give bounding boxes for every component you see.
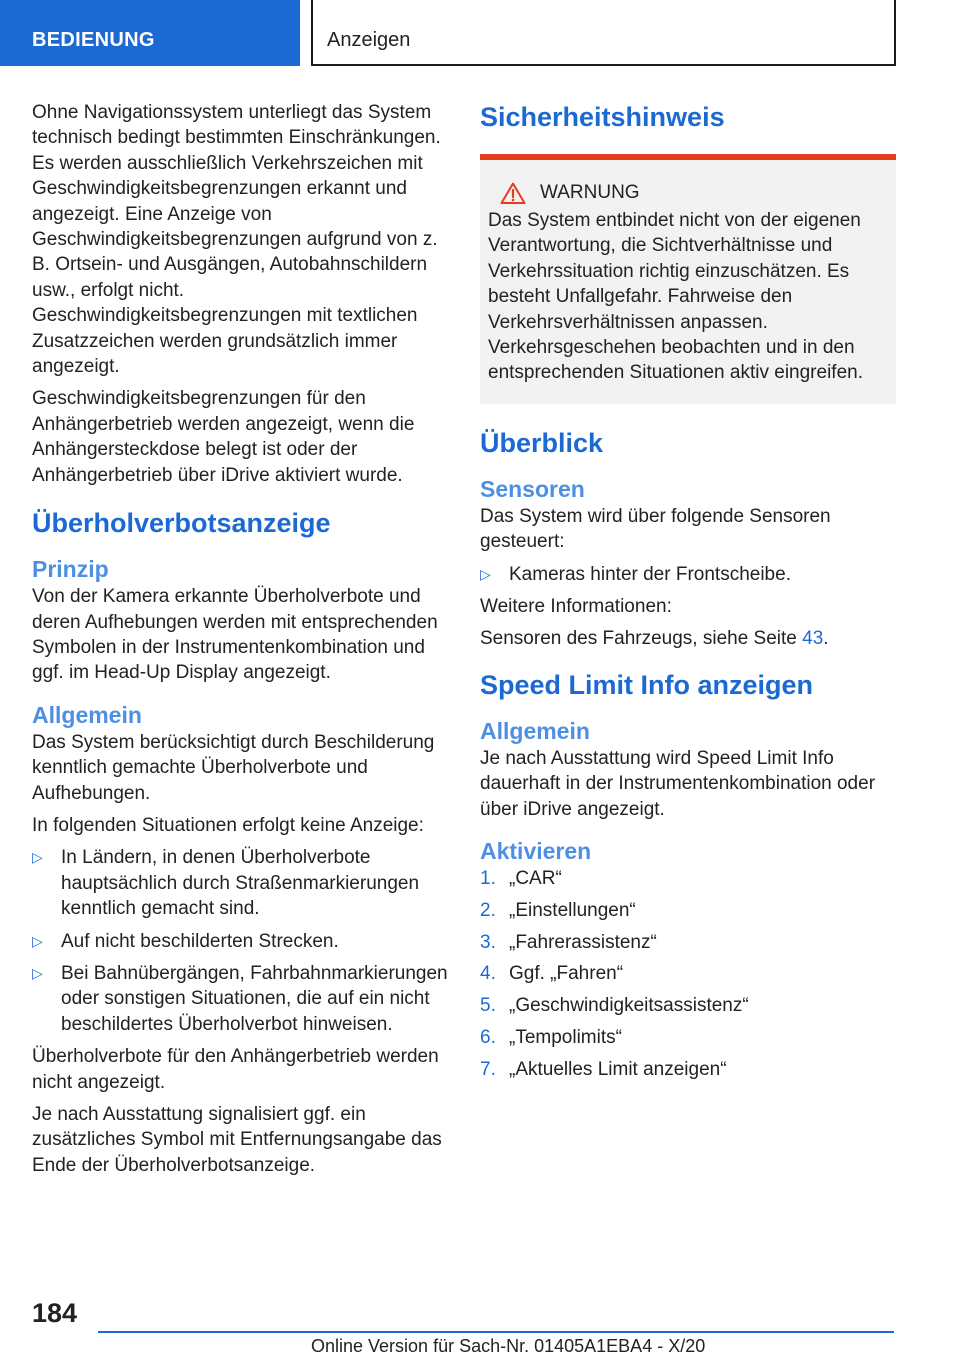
paragraph: Sensoren des Fahrzeugs, siehe Seite 43. <box>480 628 829 650</box>
warning-header <box>488 182 888 204</box>
list-item: ▷ In Ländern, in denen Überholverbote hauptsächlich durch Straßenmarkierungen kenntlich gemacht sind. <box>32 847 420 920</box>
paragraph: Das System wird über folgende Sensoren gesteuert: <box>480 505 831 553</box>
heading-safety: Sicherheitshinweis <box>480 102 725 132</box>
paragraph: Das System berücksichtigt durch Beschilderung kenntlich gemachte Überholverbote und Aufhebungen. <box>32 731 435 804</box>
left-column <box>32 100 450 1185</box>
heading-overtake: Überholverbotsanzeige <box>32 508 331 539</box>
page-number: 184 <box>32 1298 78 1328</box>
paragraph: Geschwindigkeitsbegrenzungen für den Anhängerbetrieb werden angezeigt, wenn die Anhängersteckdose belegt ist oder der Anhängerbetrieb über iDrive aktiviert wurde. <box>32 388 415 486</box>
paragraph: Weitere Informationen: <box>480 596 672 618</box>
section-title: Anzeigen <box>311 0 896 66</box>
triangle-bullet-icon: ▷ <box>32 932 43 949</box>
subheading-activate: Aktivieren <box>480 838 592 865</box>
sensor-list <box>480 562 896 587</box>
footer-divider <box>98 1331 894 1333</box>
list-item: ▷ Auf nicht beschilderten Strecken. <box>32 929 450 954</box>
step-item: 4. Ggf. „Fahren“ <box>480 963 624 985</box>
warning-text: Das System entbindet nicht von der eigenen Verantwortung, die Sichtverhältnisse und Verkehrssituation richtig einzuschätzen. Es besteht Unfallgefahr. Fahrweise den Verkehrsverhältnissen anpassen. Verkehrsgeschehen beobachten und in den entsprechenden Situationen aktiv eingreifen. <box>488 210 863 384</box>
page-link[interactable]: 43 <box>802 628 824 650</box>
paragraph: Überholverbote für den Anhängerbetrieb werden nicht angezeigt. <box>32 1046 439 1093</box>
subheading-allgemein: Allgemein <box>480 717 590 744</box>
list-item: ▷ Kameras hinter der Frontscheibe. <box>480 562 896 587</box>
warning-title: WARNUNG <box>540 182 640 203</box>
right-column <box>480 100 896 1089</box>
step-item: 1. „CAR“ <box>480 868 562 890</box>
step-item: 5. „Geschwindigkeitsassistenz“ <box>480 995 749 1017</box>
list-item: ▷ Bei Bahnübergängen, Fahrbahnmarkierungen oder sonstigen Situationen, die auf ein nicht beschildertes Überholverbot hinweisen. <box>32 962 448 1035</box>
heading-speed-limit: Speed Limit Info anzeigen <box>480 669 814 700</box>
paragraph: Je nach Ausstattung signalisiert ggf. ein zusätzliches Symbol mit Entfernungsangabe das Ende der Überholverbotsanzeige. <box>32 1104 442 1176</box>
step-item: 3. „Fahrerassistenz“ <box>480 931 657 953</box>
subheading-allgemein: Allgemein <box>32 701 142 728</box>
warning-triangle-icon <box>500 182 526 204</box>
step-item: 7. „Aktuelles Limit anzeigen“ <box>480 1058 727 1080</box>
subheading-prinzip: Prinzip <box>32 556 109 583</box>
paragraph: Je nach Ausstattung wird Speed Limit Info dauerhaft in der Instrumentenkombination oder über iDrive angezeigt. <box>480 747 876 820</box>
triangle-bullet-icon: ▷ <box>32 964 43 981</box>
chapter-tab: BEDIENUNG <box>0 0 300 66</box>
paragraph: In folgenden Situationen erfolgt keine Anzeige: <box>32 814 424 836</box>
warning-box <box>480 160 896 404</box>
triangle-bullet-icon: ▷ <box>32 849 43 866</box>
footer-text: Online Version für Sach-Nr. 01405A1EBA4 - X/20 <box>311 1336 706 1356</box>
paragraph: Ohne Navigationssystem unterliegt das System technisch bedingt bestimmten Einschränkungen. Es werden ausschließlich Verkehrszeichen mit Geschwindigkeitsbegrenzungen erkannt und angezeigt. Eine Anzeige von Geschwindigkeitsbegrenzungen aufgrund von z. B. Ortsein- und Ausgängen, Autobahnschildern usw., erfolgt nicht. Geschwindigkeitsbegrenzungen mit textlichen Zusatzzeichen werden grundsätzlich immer angezeigt. <box>32 102 441 378</box>
activation-steps <box>480 866 896 1082</box>
situation-list <box>32 845 450 1037</box>
step-item: 6. „Tempolimits“ <box>480 1027 622 1049</box>
triangle-bullet-icon: ▷ <box>480 565 491 582</box>
step-item: 2. „Einstellungen“ <box>480 899 636 921</box>
subheading-sensors: Sensoren <box>480 475 585 502</box>
paragraph: Von der Kamera erkannte Überholverbote und deren Aufhebungen werden mit entsprechenden Symbolen in der Instrumentenkombination und ggf. im Head-Up Display angezeigt. <box>32 586 438 684</box>
heading-overview: Überblick <box>480 427 604 458</box>
